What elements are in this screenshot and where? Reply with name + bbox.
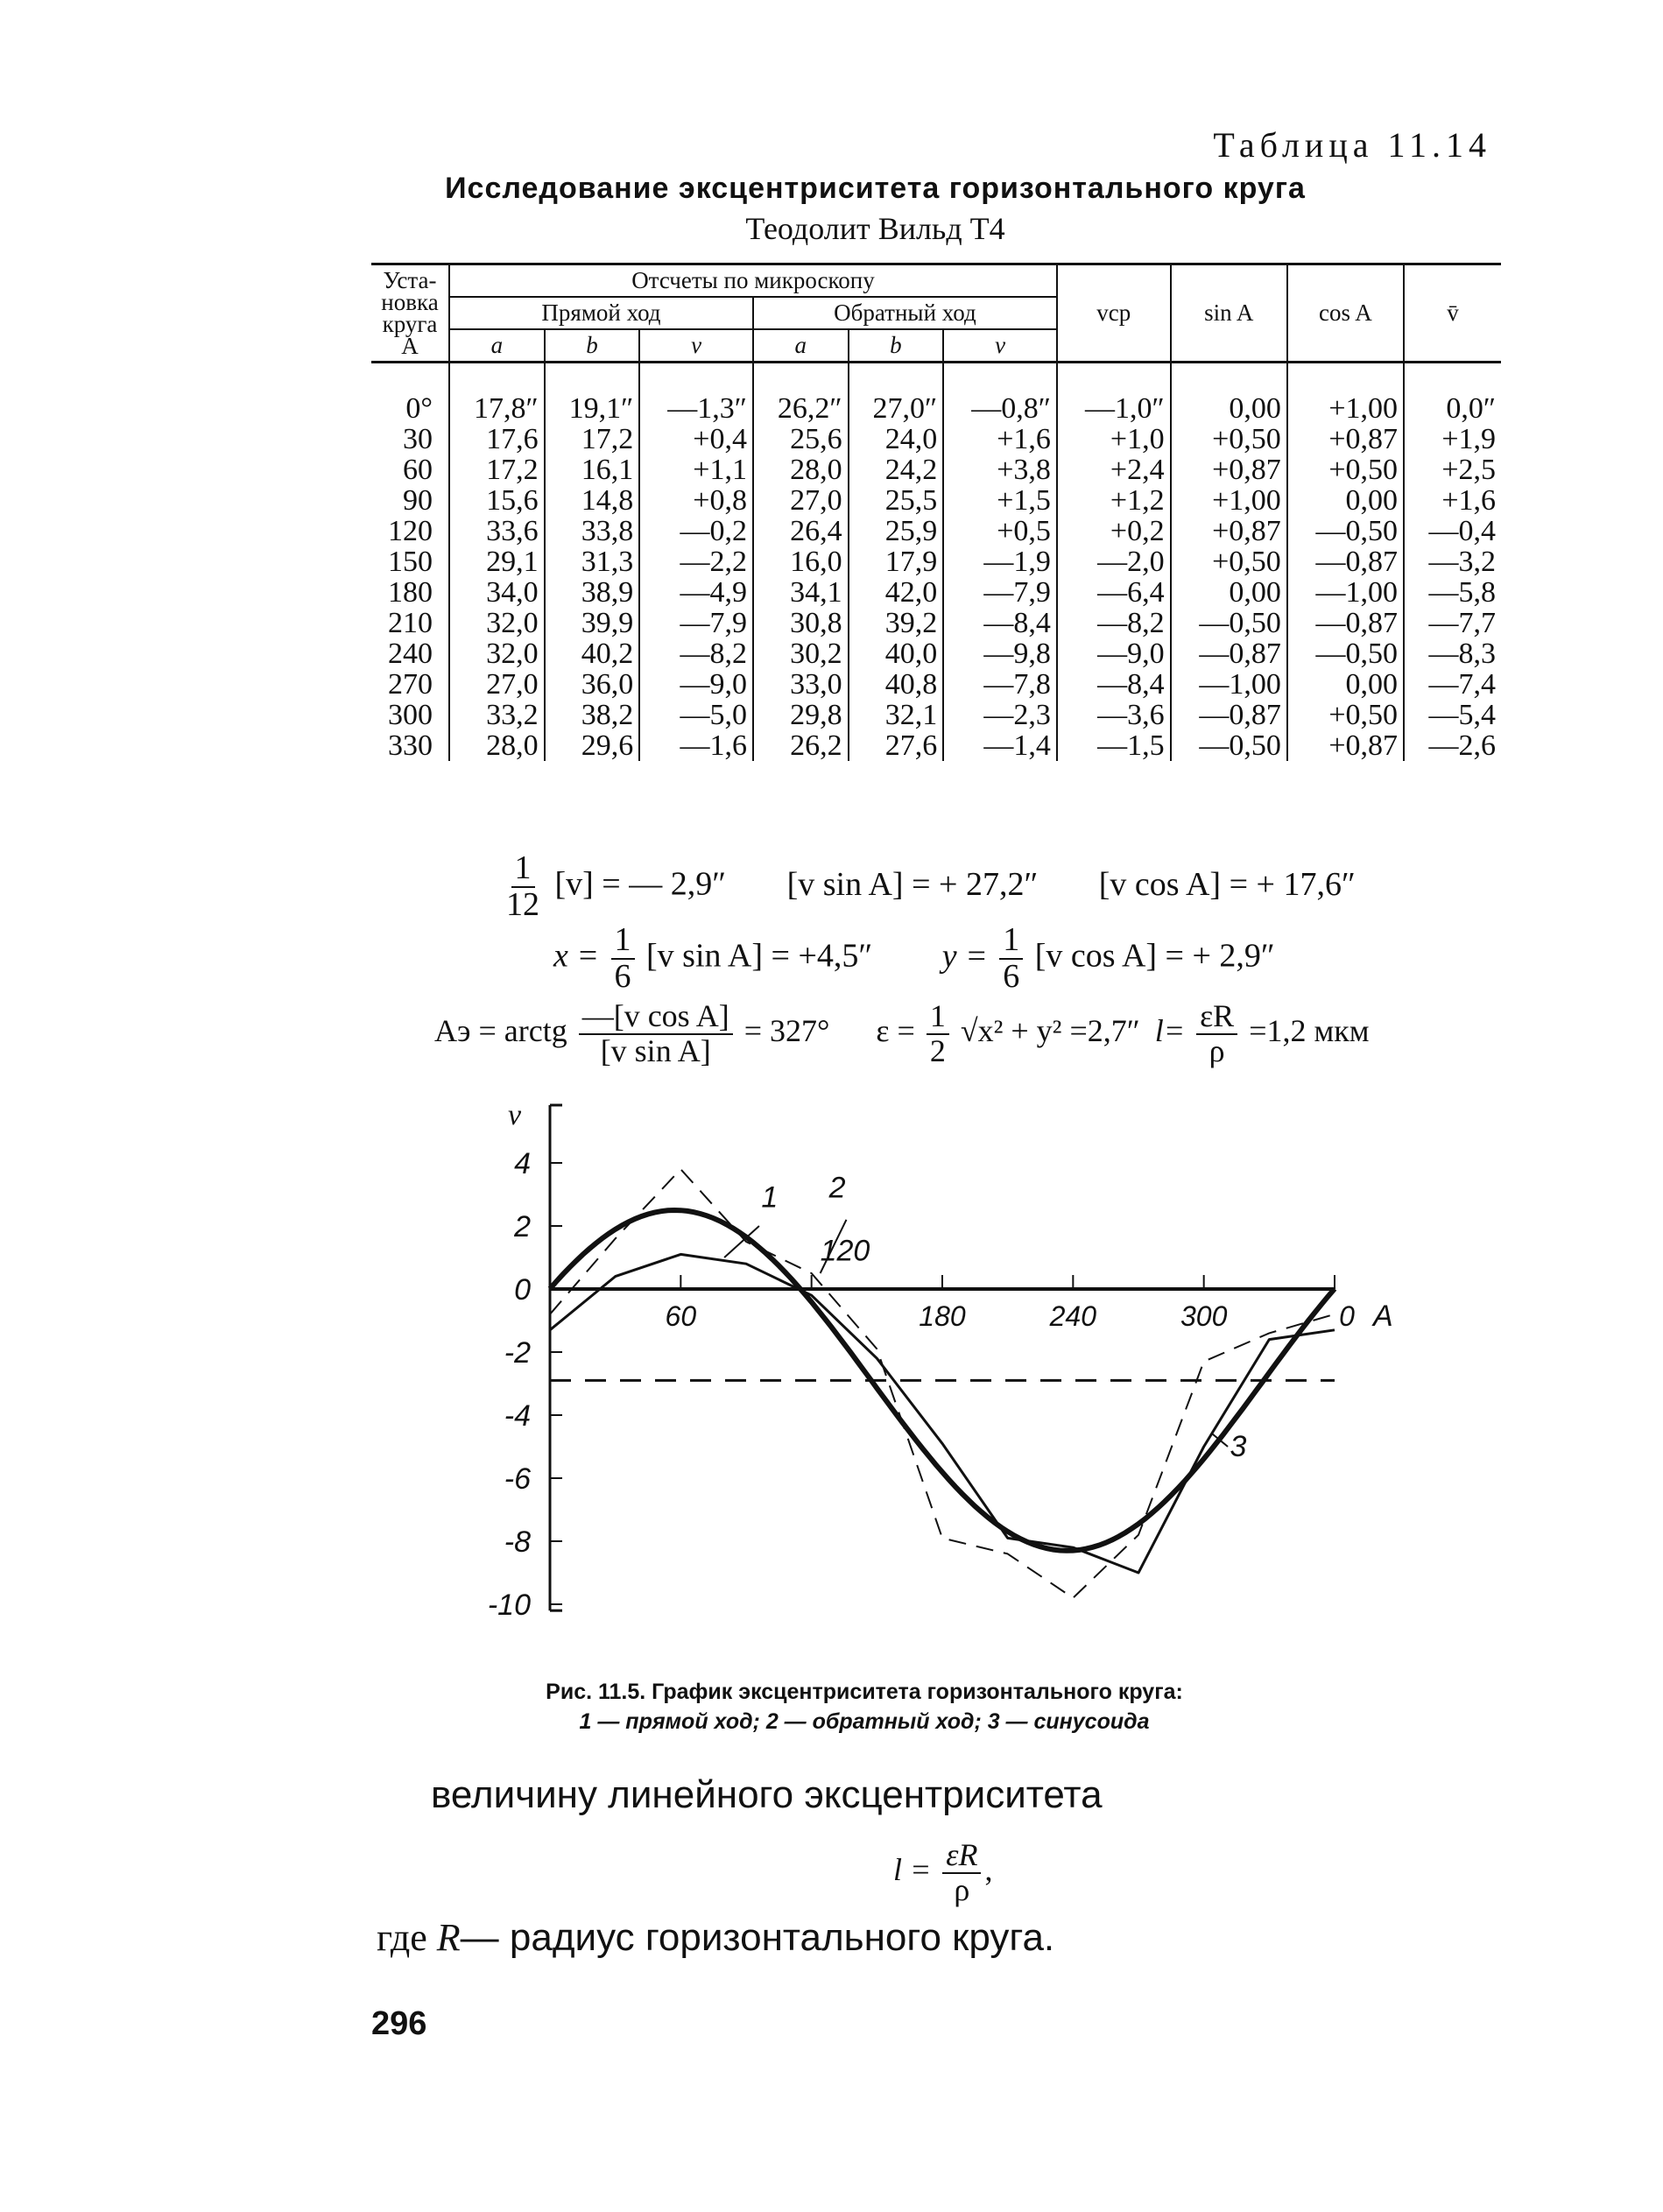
body-formula-tail: , xyxy=(984,1852,993,1888)
table-cell: —0,87 xyxy=(1171,700,1287,730)
col-header-forward: Прямой ход xyxy=(449,297,753,329)
formula-l-lhs: l= xyxy=(1154,1013,1186,1049)
table-cell: 26,2″ xyxy=(753,363,849,425)
table-cell: 17,2 xyxy=(545,424,640,454)
table-cell: +0,5 xyxy=(943,516,1057,546)
formula-sum-v: [v] = — 2,9″ xyxy=(554,865,727,903)
curve-label-120: 120 xyxy=(820,1234,870,1268)
table-cell: 31,3 xyxy=(545,546,640,577)
table-cell: +1,00 xyxy=(1287,363,1404,425)
table-cell: 25,9 xyxy=(849,516,944,546)
table-cell: 270 xyxy=(388,668,433,701)
table-cell: 90 xyxy=(403,484,433,517)
data-table xyxy=(371,263,1501,761)
table-cell: 0,00 xyxy=(1287,669,1404,700)
table-cell: 24,2 xyxy=(849,454,944,485)
table-cell: 210 xyxy=(388,607,433,639)
x-tick-label: 0 xyxy=(1339,1300,1355,1332)
formula-y-rest: [v cos A] = + 2,9″ xyxy=(1034,937,1275,975)
table-cell: 0,00 xyxy=(1287,485,1404,516)
table-cell: +1,0 xyxy=(1057,424,1171,454)
table-cell: 330 xyxy=(388,729,433,762)
formula-sum-vsin: [v sin A] = + 27,2″ xyxy=(786,865,1039,903)
y-tick-label: -2 xyxy=(504,1336,531,1370)
table-cell: 39,2 xyxy=(849,608,944,638)
table-cell: +0,87 xyxy=(1171,454,1287,485)
col-header-vbar: v̄ xyxy=(1404,264,1501,363)
table-cell: 27,0 xyxy=(753,485,849,516)
table-cell: 32,0 xyxy=(449,608,545,638)
table-cell: 25,5 xyxy=(849,485,944,516)
table-cell: 29,6 xyxy=(545,730,640,761)
table-cell: —1,3″ xyxy=(639,363,753,425)
table-cell: 30,8 xyxy=(753,608,849,638)
table-cell: 33,0 xyxy=(753,669,849,700)
body-fraction: $\frac{\varepsilon R}{\rho}$ xyxy=(942,1839,981,1907)
table-cell: —7,7 xyxy=(1404,608,1501,638)
col-header-vcp: vср xyxy=(1057,264,1171,363)
table-label: Таблица 11.14 xyxy=(1213,125,1491,165)
table-cell: 17,2 xyxy=(449,454,545,485)
fraction-y: $\frac{1}{6}$ xyxy=(999,923,1023,995)
table-cell: 36,0 xyxy=(545,669,640,700)
table-cell: 17,9 xyxy=(849,546,944,577)
series-2-line xyxy=(550,1169,1335,1598)
eccentricity-chart xyxy=(473,1086,1419,1664)
page-number: 296 xyxy=(371,2005,427,2042)
table-cell: 33,6 xyxy=(449,516,545,546)
table-cell: —0,50 xyxy=(1287,516,1404,546)
table-cell: —9,0 xyxy=(1057,638,1171,669)
table-cell: 19,1″ xyxy=(545,363,640,425)
table-cell: +0,50 xyxy=(1287,700,1404,730)
table-cell: +0,87 xyxy=(1287,730,1404,761)
table-row xyxy=(371,363,1501,425)
body-formula-lhs: l = xyxy=(893,1852,932,1888)
formula-e-rest: √x² + y² =2,7″ xyxy=(960,1013,1140,1049)
table-row xyxy=(371,546,1501,577)
table-cell: 33,2 xyxy=(449,700,545,730)
table-subtitle: Теодолит Вильд Т4 xyxy=(745,211,1005,246)
table-cell: —5,0 xyxy=(639,700,753,730)
table-cell: —0,87 xyxy=(1287,546,1404,577)
table-cell: —7,8 xyxy=(943,669,1057,700)
body-radius-text: — радиус горизонтального круга. xyxy=(460,1916,1055,1959)
table-cell: —9,8 xyxy=(943,638,1057,669)
table-cell: +2,5 xyxy=(1404,454,1501,485)
table-cell: 40,0 xyxy=(849,638,944,669)
table-row xyxy=(371,608,1501,638)
table-cell: 28,0 xyxy=(753,454,849,485)
table-cell: 38,2 xyxy=(545,700,640,730)
y-tick-label: 4 xyxy=(514,1147,531,1180)
formula-y-lhs: y = xyxy=(941,937,988,975)
table-cell: 29,8 xyxy=(753,700,849,730)
table-header-row-1 xyxy=(371,264,1501,298)
formula-x-rest: [v sin A] = +4,5″ xyxy=(646,937,873,975)
table-cell: —5,4 xyxy=(1404,700,1501,730)
figure-caption xyxy=(0,1677,1663,1736)
table-row xyxy=(371,638,1501,669)
table-cell: +0,2 xyxy=(1057,516,1171,546)
body-r-symbol: R xyxy=(436,1916,461,1959)
table-row xyxy=(371,577,1501,608)
table-cell: +0,4 xyxy=(639,424,753,454)
table-cell: 60 xyxy=(403,454,433,486)
table-cell: —7,9 xyxy=(943,577,1057,608)
table-cell: —1,5 xyxy=(1057,730,1171,761)
table-cell: 34,1 xyxy=(753,577,849,608)
table-cell: 26,2 xyxy=(753,730,849,761)
table-row xyxy=(371,454,1501,485)
col-header-cos: cos A xyxy=(1287,264,1404,363)
table-cell: +1,6 xyxy=(943,424,1057,454)
col-header-sin: sin A xyxy=(1171,264,1287,363)
table-row xyxy=(371,485,1501,516)
y-tick-label: -10 xyxy=(487,1589,531,1622)
formula-line-2 xyxy=(553,923,1275,995)
table-cell: —8,2 xyxy=(639,638,753,669)
formula-l-rest: =1,2 мкм xyxy=(1249,1013,1370,1049)
y-axis-label: v xyxy=(508,1099,522,1131)
col-header-v-forward: v xyxy=(639,329,753,363)
fraction-l: $\frac{\varepsilon R}{\rho}$ xyxy=(1196,1000,1237,1068)
table-cell: 14,8 xyxy=(545,485,640,516)
caption-line-1: Рис. 11.5. График эксцентриситета горизонтального круга: xyxy=(546,1680,1183,1704)
table-cell: 0° xyxy=(405,392,433,425)
x-axis-label: A xyxy=(1373,1300,1393,1333)
table-cell: 180 xyxy=(388,576,433,609)
fraction-x: $\frac{1}{6}$ xyxy=(611,923,635,995)
table-cell: 40,8 xyxy=(849,669,944,700)
table-cell: 150 xyxy=(388,546,433,578)
formula-e-lhs: ε = xyxy=(876,1013,915,1049)
x-tick-label: 300 xyxy=(1180,1300,1228,1332)
col-header-a-forward: a xyxy=(449,329,545,363)
table-cell: +0,87 xyxy=(1171,516,1287,546)
table-cell: —6,4 xyxy=(1057,577,1171,608)
col-header-v-backward: v xyxy=(943,329,1057,363)
fraction-e: $\frac{1}{2}$ xyxy=(927,1000,949,1068)
curve-label-2: 2 xyxy=(828,1171,846,1205)
table-cell: +1,2 xyxy=(1057,485,1171,516)
x-tick-label: 180 xyxy=(919,1300,966,1332)
table-cell: 0,00 xyxy=(1171,363,1287,425)
body-formula xyxy=(893,1839,992,1907)
table-cell: —0,2 xyxy=(639,516,753,546)
table-cell: 32,1 xyxy=(849,700,944,730)
table-row xyxy=(371,700,1501,730)
table-cell: 40,2 xyxy=(545,638,640,669)
table-cell: —1,00 xyxy=(1171,669,1287,700)
table-cell: —0,8″ xyxy=(943,363,1057,425)
table-cell: 28,0 xyxy=(449,730,545,761)
fraction-arctg: $\frac{\text{—[v cos A]}}{\text{[v sin A]}}$ xyxy=(579,1000,733,1068)
table-cell: +0,8 xyxy=(639,485,753,516)
table-cell: +0,87 xyxy=(1287,424,1404,454)
table-cell: —3,2 xyxy=(1404,546,1501,577)
table-cell: —2,0 xyxy=(1057,546,1171,577)
table-cell: 29,1 xyxy=(449,546,545,577)
table-cell: —0,87 xyxy=(1171,638,1287,669)
table-cell: +0,50 xyxy=(1171,424,1287,454)
table-row xyxy=(371,669,1501,700)
table-cell: —1,00 xyxy=(1287,577,1404,608)
table-cell: —2,2 xyxy=(639,546,753,577)
table-cell: 24,0 xyxy=(849,424,944,454)
body-text-line-2 xyxy=(377,1915,1054,1960)
table-cell: —1,6 xyxy=(639,730,753,761)
x-tick-label: 60 xyxy=(665,1300,697,1332)
table-cell: 27,6 xyxy=(849,730,944,761)
table-cell: +2,4 xyxy=(1057,454,1171,485)
table-cell: 120 xyxy=(388,515,433,547)
table-cell: +1,5 xyxy=(943,485,1057,516)
curve-label-1: 1 xyxy=(761,1180,779,1215)
table-row xyxy=(371,424,1501,454)
table-cell: 17,8″ xyxy=(449,363,545,425)
y-tick-label: 2 xyxy=(514,1210,531,1243)
table-cell: —0,4 xyxy=(1404,516,1501,546)
table-cell: 300 xyxy=(388,699,433,731)
table-cell: —3,6 xyxy=(1057,700,1171,730)
fraction-1-12: $\frac{1}{12}$ xyxy=(506,849,539,923)
table-title: Исследование эксцентриситета горизонтального круга xyxy=(445,172,1306,205)
col-header-b-forward: b xyxy=(545,329,640,363)
table-cell: 39,9 xyxy=(545,608,640,638)
table-cell: —4,9 xyxy=(639,577,753,608)
table-cell: 27,0″ xyxy=(849,363,944,425)
table-cell: 42,0 xyxy=(849,577,944,608)
formula-a-rest: = 327° xyxy=(743,1013,830,1049)
table-cell: 26,4 xyxy=(753,516,849,546)
chart-labels xyxy=(724,1172,1246,1463)
table-cell: —0,87 xyxy=(1287,608,1404,638)
table-cell: —8,2 xyxy=(1057,608,1171,638)
y-tick-label: 0 xyxy=(514,1273,531,1307)
formula-line-1 xyxy=(499,851,1356,923)
caption-line-2: 1 — прямой ход; 2 — обратный ход; 3 — синусоида xyxy=(579,1709,1150,1734)
table-cell: —0,50 xyxy=(1171,730,1287,761)
table-cell: —7,4 xyxy=(1404,669,1501,700)
formula-sum-vcos: [v cos A] = + 17,6″ xyxy=(1098,865,1356,903)
table-cell: —1,4 xyxy=(943,730,1057,761)
table-body xyxy=(371,363,1501,762)
table-cell: 17,6 xyxy=(449,424,545,454)
table-row xyxy=(371,516,1501,546)
table-cell: 240 xyxy=(388,638,433,670)
body-text-line-1: величину линейного эксцентриситета xyxy=(431,1773,1103,1816)
col-header-position: Уста- новка круга А xyxy=(371,264,449,363)
col-header-microscope: Отсчеты по микроскопу xyxy=(449,264,1057,298)
col-header-backward: Обратный ход xyxy=(753,297,1057,329)
table-cell: —7,9 xyxy=(639,608,753,638)
table-cell: —1,0″ xyxy=(1057,363,1171,425)
table-cell: 16,0 xyxy=(753,546,849,577)
table-row xyxy=(371,730,1501,761)
table-cell: +1,1 xyxy=(639,454,753,485)
table-cell: 34,0 xyxy=(449,577,545,608)
table-cell: 16,1 xyxy=(545,454,640,485)
chart-series xyxy=(550,1169,1335,1598)
y-tick-label: -6 xyxy=(504,1462,531,1496)
table-cell: 33,8 xyxy=(545,516,640,546)
col-header-a-backward: a xyxy=(753,329,849,363)
table-cell: —0,50 xyxy=(1171,608,1287,638)
table-cell: 32,0 xyxy=(449,638,545,669)
y-tick-label: -4 xyxy=(504,1399,531,1433)
table-cell: 27,0 xyxy=(449,669,545,700)
table-cell: —2,3 xyxy=(943,700,1057,730)
col-header-b-backward: b xyxy=(849,329,944,363)
table-cell: —8,3 xyxy=(1404,638,1501,669)
table-cell: +1,9 xyxy=(1404,424,1501,454)
table-cell: 0,0″ xyxy=(1404,363,1501,425)
table-cell: —0,50 xyxy=(1287,638,1404,669)
table-cell: —1,9 xyxy=(943,546,1057,577)
x-tick-label: 240 xyxy=(1049,1300,1097,1332)
formula-a-lhs: Aэ = arctg xyxy=(434,1013,567,1049)
table-cell: —5,8 xyxy=(1404,577,1501,608)
table-cell: +1,6 xyxy=(1404,485,1501,516)
table-cell: 25,6 xyxy=(753,424,849,454)
table-cell: —8,4 xyxy=(1057,669,1171,700)
formula-x-lhs: x = xyxy=(553,937,600,975)
table-cell: 15,6 xyxy=(449,485,545,516)
table-cell: 38,9 xyxy=(545,577,640,608)
table-cell: 0,00 xyxy=(1171,577,1287,608)
table-cell: 30 xyxy=(403,423,433,455)
y-tick-label: -8 xyxy=(504,1525,531,1559)
table-cell: 30,2 xyxy=(753,638,849,669)
body-where: где xyxy=(377,1916,427,1959)
table-cell: +1,00 xyxy=(1171,485,1287,516)
table-cell: +3,8 xyxy=(943,454,1057,485)
table-cell: +0,50 xyxy=(1171,546,1287,577)
curve-label-3: 3 xyxy=(1230,1429,1247,1463)
table-cell: —2,6 xyxy=(1404,730,1501,761)
table-cell: —9,0 xyxy=(639,669,753,700)
table-cell: +0,50 xyxy=(1287,454,1404,485)
formula-line-3 xyxy=(434,1000,1370,1068)
table-cell: —8,4 xyxy=(943,608,1057,638)
